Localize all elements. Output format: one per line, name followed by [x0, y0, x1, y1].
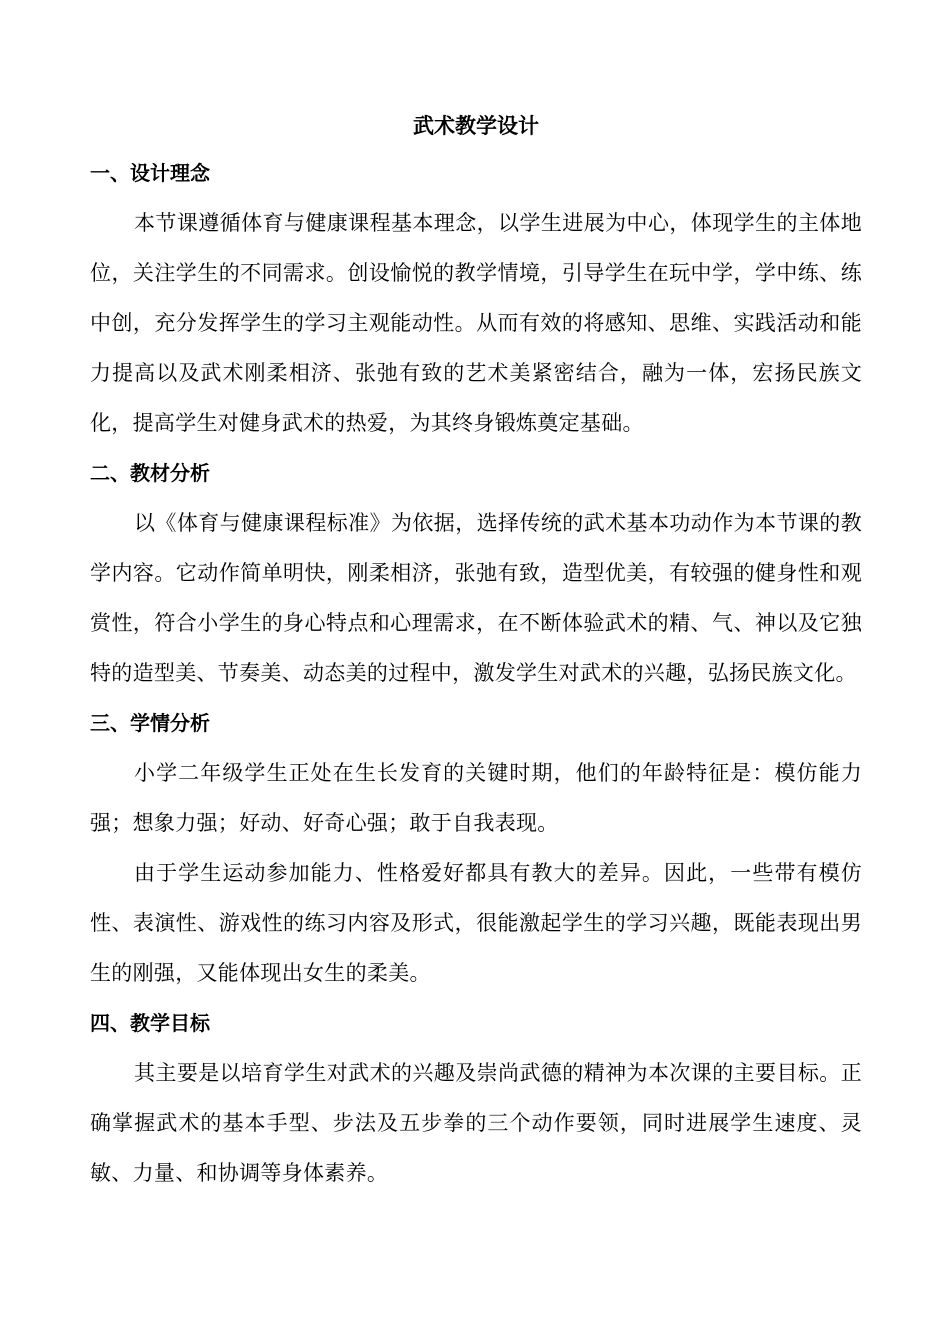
document-page	[90, 108, 862, 1198]
section-material-analysis	[90, 448, 862, 698]
section-paragraph: 本节课遵循体育与健康课程基本理念，以学生进展为中心，体现学生的主体地位，关注学生的不同需求。创设愉悦的教学情境，引导学生在玩中学，学中练、练中创，充分发挥学生的学习主观能动性。从而有效的将感知、思维、实践活动和能力提高以及武术刚柔相济、张弛有致的艺术美紧密结合，融为一体，宏扬民族文化，提高学生对健身武术的热爱，为其终身锻炼奠定基础。	[90, 211, 862, 435]
document-title: 武术教学设计	[413, 114, 539, 138]
section-teaching-objectives	[90, 998, 862, 1198]
section-paragraph: 其主要是以培育学生对武术的兴趣及崇尚武德的精神为本次课的主要目标。正确掌握武术的基本手型、步法及五步拳的三个动作要领，同时进展学生速度、灵敏、力量、和协调等身体素养。	[90, 1061, 862, 1185]
section-paragraph: 以《体育与健康课程标准》为依据，选择传统的武术基本功动作为本节课的教学内容。它动作简单明快，刚柔相济，张弛有致，造型优美，有较强的健身性和观赏性，符合小学生的身心特点和心理需求，在不断体验武术的精、气、神以及它独特的造型美、节奏美、动态美的过程中，激发学生对武术的兴趣，弘扬民族文化。	[90, 511, 862, 685]
section-paragraph: 小学二年级学生正处在生长发育的关键时期，他们的年龄特征是：模仿能力强；想象力强；好动、好奇心强；敢于自我表现。	[90, 761, 862, 835]
section-heading: 一、设计理念	[90, 161, 210, 185]
section-paragraph: 由于学生运动参加能力、性格爱好都具有教大的差异。因此，一些带有模仿性、表演性、游戏性的练习内容及形式，很能激起学生的学习兴趣，既能表现出男生的刚强，又能体现出女生的柔美。	[90, 861, 862, 985]
section-design-concept	[90, 148, 862, 448]
section-student-analysis	[90, 698, 862, 998]
section-heading: 三、学情分析	[90, 711, 210, 735]
section-heading: 二、教材分析	[90, 461, 210, 485]
section-heading: 四、教学目标	[90, 1011, 210, 1035]
